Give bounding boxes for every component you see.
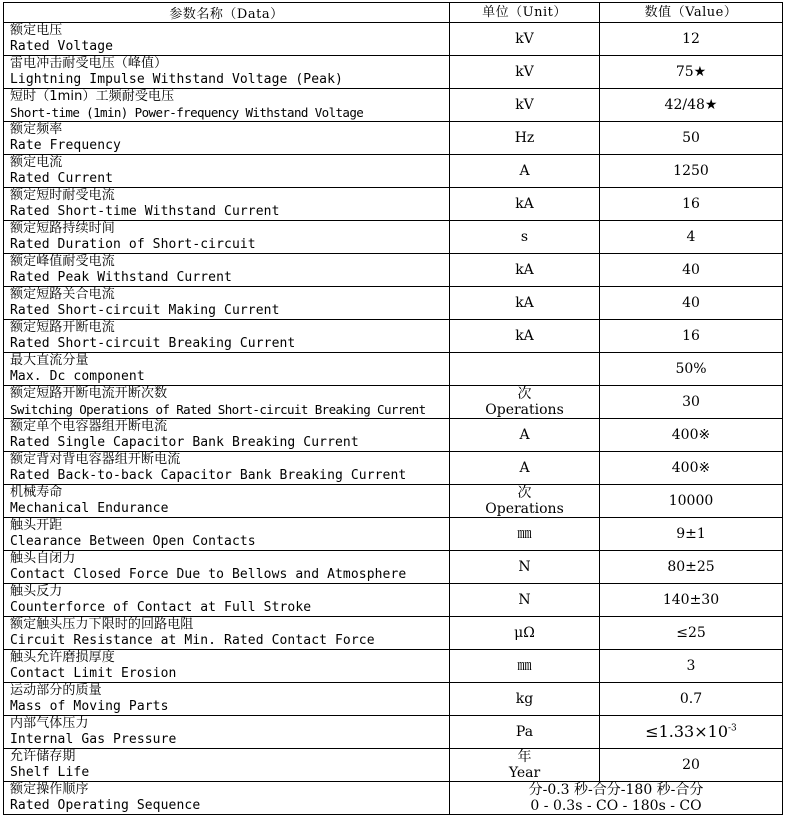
- value-cell: 80±25: [600, 551, 783, 584]
- param-en: Rated Voltage: [10, 39, 114, 54]
- param-cell: [4, 353, 450, 386]
- unit-cell: Hz: [450, 122, 600, 155]
- unit-cell: [450, 386, 600, 419]
- param-cn: 额定短路持续时间: [10, 221, 115, 236]
- unit-en: Operations: [485, 402, 564, 418]
- param-cell: [4, 188, 450, 221]
- param-en: Switching Operations of Rated Short-circuit Breaking Current: [10, 402, 426, 417]
- param-cn: 额定频率: [10, 122, 63, 137]
- param-en: Clearance Between Open Contacts: [10, 534, 256, 549]
- table-row: [4, 353, 783, 386]
- param-en: Rated Single Capacitor Bank Breaking Current: [10, 435, 359, 450]
- table-row: [4, 23, 783, 56]
- value-cell: 20: [600, 749, 783, 782]
- param-cn: 额定背对背电容器组开断电流: [10, 452, 181, 467]
- param-cn: 雷电冲击耐受电压（峰值）: [10, 56, 168, 71]
- table-row: [4, 254, 783, 287]
- table-row: [4, 617, 783, 650]
- param-cn: 最大直流分量: [10, 353, 89, 368]
- unit-cn: 次: [517, 485, 532, 501]
- value-cell: 16: [600, 188, 783, 221]
- unit-en: Year: [508, 765, 541, 781]
- param-cn: 额定操作顺序: [10, 782, 89, 797]
- param-cn: 触头自闭力: [10, 551, 76, 566]
- table-row: [4, 155, 783, 188]
- unit-cell: A: [450, 419, 600, 452]
- sequence-cn: 分-0.3 秒-合分-180 秒-合分: [528, 782, 704, 798]
- value-cell: 12: [600, 23, 783, 56]
- value-cell: ≤25: [600, 617, 783, 650]
- param-en: Rated Short-circuit Making Current: [10, 303, 280, 318]
- param-en: Contact Closed Force Due to Bellows and Atmosphere: [10, 567, 407, 582]
- unit-cell: kA: [450, 287, 600, 320]
- table-row: [4, 782, 783, 815]
- param-cell: [4, 683, 450, 716]
- param-cn: 额定电流: [10, 155, 63, 170]
- header-param: 参数名称（Data）: [4, 3, 450, 23]
- param-en: Rated Short-circuit Breaking Current: [10, 336, 296, 351]
- param-cell: [4, 485, 450, 518]
- param-cell: [4, 782, 450, 815]
- param-en: Mass of Moving Parts: [10, 699, 169, 714]
- value-cell: 40: [600, 254, 783, 287]
- param-cell: [4, 650, 450, 683]
- param-cn: 短时（1min）工频耐受电压: [10, 89, 175, 104]
- value-cell: 10000: [600, 485, 783, 518]
- unit-cell: s: [450, 221, 600, 254]
- param-en: Rated Peak Withstand Current: [10, 270, 232, 285]
- param-cn: 额定触头压力下限时的回路电阻: [10, 617, 194, 632]
- table-row: [4, 716, 783, 749]
- value-cell: [600, 716, 783, 749]
- param-cn: 机械寿命: [10, 485, 63, 500]
- unit-cell: kV: [450, 56, 600, 89]
- unit-cell: kA: [450, 188, 600, 221]
- table-row: [4, 749, 783, 782]
- unit-cell: N: [450, 551, 600, 584]
- unit-cell: A: [450, 452, 600, 485]
- table-row: [4, 452, 783, 485]
- table-row: [4, 188, 783, 221]
- unit-cell: kV: [450, 89, 600, 122]
- unit-cell: kA: [450, 254, 600, 287]
- unit-cell: kA: [450, 320, 600, 353]
- param-cn: 额定电压: [10, 23, 63, 38]
- value-cell: 16: [600, 320, 783, 353]
- param-cell: [4, 320, 450, 353]
- sequence-en: 0 - 0.3s - CO - 180s - CO: [530, 798, 702, 814]
- param-cn: 触头开距: [10, 518, 63, 533]
- table-row: [4, 485, 783, 518]
- table-row: [4, 56, 783, 89]
- param-cell: [4, 584, 450, 617]
- table-row: [4, 221, 783, 254]
- table-row: [4, 287, 783, 320]
- value-base: ≤1.33×10: [645, 722, 728, 741]
- value-cell: 1250: [600, 155, 783, 188]
- param-cell: [4, 617, 450, 650]
- param-cn: 额定短路开断电流: [10, 320, 115, 335]
- param-en: Max. Dc component: [10, 369, 145, 384]
- param-cell: [4, 452, 450, 485]
- param-cell: [4, 155, 450, 188]
- param-en: Counterforce of Contact at Full Stroke: [10, 600, 312, 615]
- param-cn: 触头允许磨损厚度: [10, 650, 115, 665]
- unit-cn: 次: [517, 386, 532, 402]
- value-cell: 9±1: [600, 518, 783, 551]
- value-cell: 4: [600, 221, 783, 254]
- param-cell: [4, 56, 450, 89]
- value-cell: 400※: [600, 419, 783, 452]
- value-cell: 0.7: [600, 683, 783, 716]
- param-cell: [4, 716, 450, 749]
- spec-table: [3, 2, 783, 815]
- unit-cell: Pa: [450, 716, 600, 749]
- table-row: [4, 518, 783, 551]
- unit-cell: ㎜: [450, 650, 600, 683]
- unit-en: Operations: [485, 501, 564, 517]
- table-row: [4, 683, 783, 716]
- table-row: [4, 584, 783, 617]
- table-row: [4, 320, 783, 353]
- param-en: Rated Duration of Short-circuit: [10, 237, 256, 252]
- param-cell: [4, 419, 450, 452]
- unit-cell: N: [450, 584, 600, 617]
- table-row: [4, 650, 783, 683]
- header-row: [4, 3, 783, 23]
- param-cn: 额定短时耐受电流: [10, 188, 115, 203]
- param-en: Rated Current: [10, 171, 114, 186]
- param-cell: [4, 287, 450, 320]
- param-en: Internal Gas Pressure: [10, 732, 177, 747]
- unit-cell: [450, 353, 600, 386]
- value-cell: 40: [600, 287, 783, 320]
- table-row: [4, 122, 783, 155]
- value-cell: 400※: [600, 452, 783, 485]
- header-unit: 单位（Unit）: [450, 3, 600, 23]
- param-cell: [4, 749, 450, 782]
- param-en: Rated Back-to-back Capacitor Bank Breaking Current: [10, 468, 407, 483]
- param-en: Short-time (1min) Power-frequency Withstand Voltage: [10, 105, 364, 120]
- unit-cn: 年: [517, 749, 532, 765]
- value-exponent: -3: [728, 723, 737, 734]
- unit-cell: [450, 749, 600, 782]
- param-cell: [4, 386, 450, 419]
- param-en: Rated Short-time Withstand Current: [10, 204, 280, 219]
- param-cn: 运动部分的质量: [10, 683, 102, 698]
- param-en: Rate Frequency: [10, 138, 121, 153]
- param-en: Circuit Resistance at Min. Rated Contact Force: [10, 633, 375, 648]
- param-cn: 内部气体压力: [10, 716, 89, 731]
- header-value: 数值（Value）: [600, 3, 783, 23]
- sequence-cell: [450, 782, 783, 815]
- value-cell: 50: [600, 122, 783, 155]
- param-en: Rated Operating Sequence: [10, 798, 201, 813]
- value-cell: 30: [600, 386, 783, 419]
- unit-cell: kg: [450, 683, 600, 716]
- value-cell: 3: [600, 650, 783, 683]
- unit-cell: [450, 485, 600, 518]
- value-cell: 50%: [600, 353, 783, 386]
- unit-cell: μΩ: [450, 617, 600, 650]
- param-cell: [4, 23, 450, 56]
- param-cn: 触头反力: [10, 584, 63, 599]
- param-en: Shelf Life: [10, 765, 90, 780]
- param-en: Lightning Impulse Withstand Voltage (Peak): [10, 72, 343, 87]
- param-cn: 额定单个电容器组开断电流: [10, 419, 168, 434]
- table-row: [4, 551, 783, 584]
- table-row: [4, 419, 783, 452]
- value-cell: 42/48★: [600, 89, 783, 122]
- unit-cell: ㎜: [450, 518, 600, 551]
- param-cell: [4, 122, 450, 155]
- param-cell: [4, 551, 450, 584]
- table-row: [4, 89, 783, 122]
- unit-cell: A: [450, 155, 600, 188]
- param-cn: 允许储存期: [10, 749, 76, 764]
- param-cell: [4, 221, 450, 254]
- param-en: Contact Limit Erosion: [10, 666, 177, 681]
- param-cn: 额定峰值耐受电流: [10, 254, 115, 269]
- unit-cell: kV: [450, 23, 600, 56]
- param-cell: [4, 518, 450, 551]
- param-cell: [4, 89, 450, 122]
- param-en: Mechanical Endurance: [10, 501, 169, 516]
- table-row: [4, 386, 783, 419]
- param-cell: [4, 254, 450, 287]
- value-cell: 140±30: [600, 584, 783, 617]
- param-cn: 额定短路关合电流: [10, 287, 115, 302]
- param-cn: 额定短路开断电流开断次数: [10, 386, 168, 401]
- value-cell: 75★: [600, 56, 783, 89]
